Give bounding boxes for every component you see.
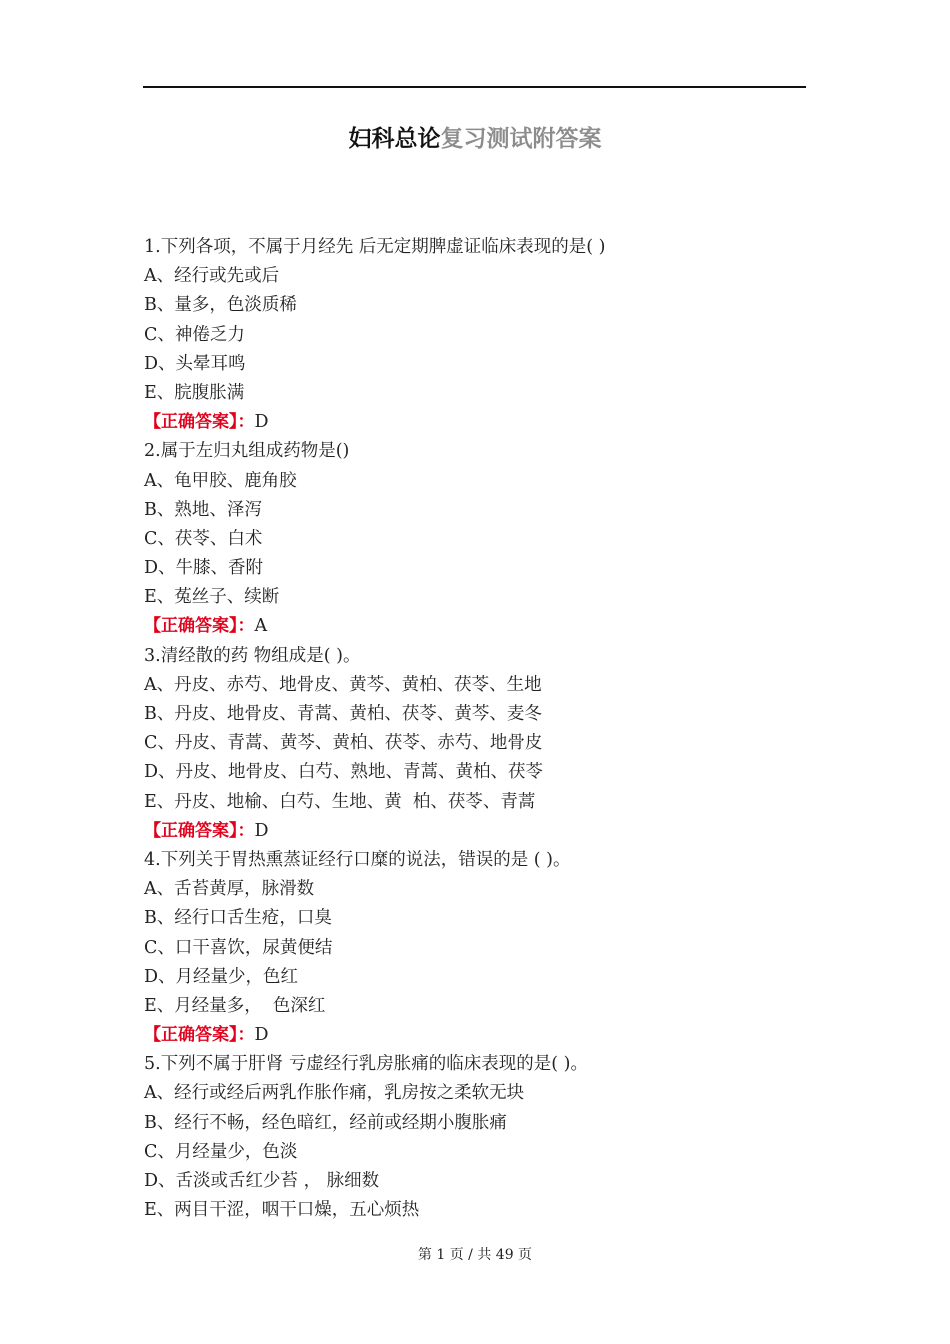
answer-line <box>144 1021 844 1050</box>
question-stem: 2.属于左归丸组成药物是() <box>144 441 350 462</box>
option: C、口干喜饮，尿黄便结 <box>144 937 333 958</box>
option: D、月经量少，色红 <box>144 966 299 987</box>
question-list <box>144 233 844 1225</box>
document-title <box>0 120 950 153</box>
option: A、舌苔黄厚，脉滑数 <box>144 879 315 900</box>
option: E、月经量多， 色深红 <box>144 995 326 1016</box>
option: A、经行或经后两乳作胀作痛，乳房按之柔软无块 <box>144 1083 525 1104</box>
answer-line <box>144 408 844 437</box>
option: E、两目干涩，咽干口燥，五心烦热 <box>144 1200 420 1221</box>
answer-line <box>144 817 844 846</box>
option: C、茯苓、白术 <box>144 528 263 549</box>
option: B、丹皮、地骨皮、青蒿、黄柏、茯苓、黄芩、麦冬 <box>144 704 542 724</box>
option: A、经行或先或后 <box>144 266 280 287</box>
option: E、菟丝子、续断 <box>144 587 280 608</box>
option: D、牛膝、香附 <box>144 558 264 579</box>
option: E、脘腹胀满 <box>144 382 245 403</box>
option: B、经行不畅，经色暗红，经前或经期小腹胀痛 <box>144 1112 507 1133</box>
option: B、量多，色淡质稀 <box>144 295 297 316</box>
question-stem: 3.清经散的药 物组成是( )。 <box>144 645 361 666</box>
option: A、丹皮、赤芍、地骨皮、黄芩、黄柏、茯苓、生地 <box>144 674 542 695</box>
option: D、丹皮、地骨皮、白芍、熟地、青蒿、黄柏、茯苓 <box>144 762 544 783</box>
option: B、熟地、泽泻 <box>144 499 262 520</box>
question-stem: 1.下列各项，不属于月经先 后无定期脾虚证临床表现的是( ) <box>144 237 606 257</box>
option: A、龟甲胶、鹿角胶 <box>144 470 297 491</box>
answer-line <box>144 612 844 641</box>
answer-tag: 【正确答案】： <box>144 1025 255 1046</box>
answer-value: D <box>254 1025 269 1046</box>
answer-value: D <box>254 820 269 841</box>
answer-tag: 【正确答案】： <box>144 412 255 433</box>
option: D、舌淡或舌红少苔 ， 脉细数 <box>144 1171 380 1191</box>
answer-tag: 【正确答案】： <box>144 616 255 637</box>
option: C、月经量少，色淡 <box>144 1141 298 1162</box>
page-footer: 第 1 页 / 共 49 页 <box>417 1247 533 1263</box>
question-stem: 4.下列关于胃热熏蒸证经行口糜的说法，错误的是 ( )。 <box>144 849 571 870</box>
answer-value: A <box>254 616 268 637</box>
answer-value: D <box>254 412 269 433</box>
question-stem: 5.下列不属于肝肾 亏虚经行乳房胀痛的临床表现的是( )。 <box>144 1054 588 1075</box>
header-rule <box>143 86 806 88</box>
option: B、经行口舌生疮，口臭 <box>144 908 332 929</box>
option: C、神倦乏力 <box>144 324 245 345</box>
option: D、头晕耳鸣 <box>144 353 246 374</box>
title-grey-part: 复习测试附答案 <box>440 125 602 152</box>
title-dark-part: 妇科总论 <box>348 125 441 152</box>
option: C、丹皮、青蒿、黄芩、黄柏、茯苓、赤芍、地骨皮 <box>144 733 543 754</box>
answer-tag: 【正确答案】： <box>144 820 255 841</box>
option: E、丹皮、地榆、白芍、生地、黄 柏、茯苓、青蒿 <box>144 791 536 812</box>
